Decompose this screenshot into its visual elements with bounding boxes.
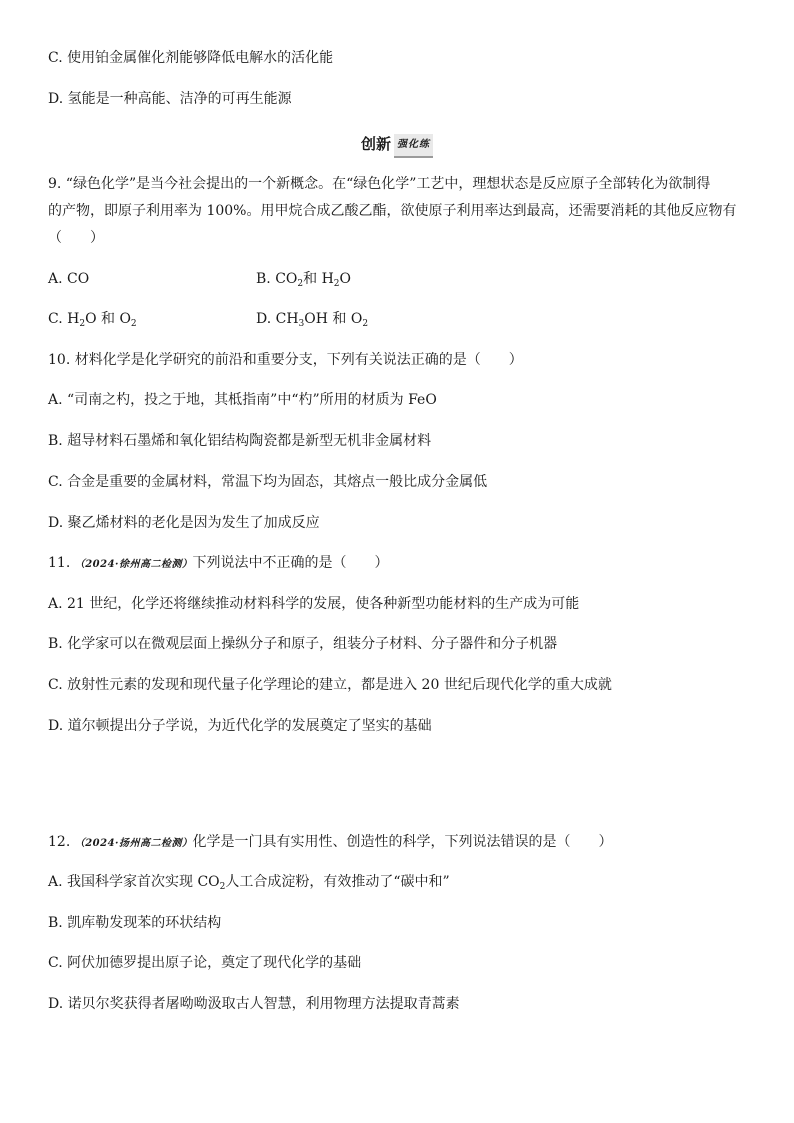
q9-stem-line-1: 9. “绿色化学”是当今社会提出的一个新概念。在“绿色化学”工艺中，理想状态是反应原子全部转化为欲制得: [48, 176, 711, 192]
q12-stem: [48, 832, 748, 854]
q12-option-b: B. 凯库勒发现苯的环状结构: [48, 915, 222, 931]
q11-stem: [48, 553, 748, 575]
subscript: 3: [298, 319, 305, 329]
q9-option-b-text: B. CO: [256, 271, 298, 287]
q9-option-b-text: 和 H: [303, 271, 334, 287]
subscript: 2: [219, 882, 226, 892]
q12-source: （2024·扬州高二检测）: [74, 838, 193, 849]
q12-option-a-text: A. 我国科学家首次实现 CO: [48, 874, 220, 890]
q9-option-c-text: C. H: [48, 311, 80, 327]
q10-option-b: B. 超导材料石墨烯和氧化铝结构陶瓷都是新型无机非金属材料: [48, 433, 432, 449]
q11-option-d: D. 道尔顿提出分子学说，为近代化学的发展奠定了坚实的基础: [48, 718, 432, 734]
q12-option-c: C. 阿伏加德罗提出原子论，奠定了现代化学的基础: [48, 955, 362, 971]
q12-option-a-text: 人工合成淀粉，有效推动了“碳中和”: [225, 874, 450, 890]
q9-option-b-text: O: [339, 271, 352, 287]
q9-option-c: [48, 309, 748, 329]
subscript: 2: [130, 319, 137, 329]
q12-number: 12.: [48, 834, 75, 850]
q8-option-d: D. 氢能是一种高能、洁净的可再生能源: [48, 91, 292, 107]
q11-option-b: B. 化学家可以在微观层面上操纵分子和原子，组装分子材料、分子器件和分子机器: [48, 636, 558, 652]
q9-option-a: A. CO: [48, 271, 90, 287]
subscript: 2: [362, 319, 369, 329]
q10-option-c: C. 合金是重要的金属材料，常温下均为固态，其熔点一般比成分金属低: [48, 474, 488, 490]
section-badge: 强化练: [394, 134, 433, 158]
q12-stem-text: 化学是一门具有实用性、创造性的科学，下列说法错误的是（ ）: [192, 834, 613, 850]
q9-option-d: [256, 309, 368, 329]
q11-source: （2024·徐州高二检测）: [74, 559, 193, 570]
subscript: 2: [333, 279, 340, 289]
q10-option-a: A. “司南之杓，投之于地，其柢指南”中“杓”所用的材质为 FeO: [48, 392, 437, 408]
q12-option-d: D. 诺贝尔奖获得者屠呦呦汲取古人智慧，利用物理方法提取青蒿素: [48, 996, 460, 1012]
section-title: 创新: [360, 135, 391, 153]
q9-option-c-text: O 和 O: [85, 311, 131, 327]
q9-stem-line-2: 的产物，即原子利用率为 100%。用甲烷合成乙酸乙酯，欲使原子利用率达到最高，还需要消耗的其他反应物有: [48, 203, 737, 219]
q12-option-a: [48, 872, 748, 892]
q9-option-b: [256, 269, 351, 289]
q10-stem: 10. 材料化学是化学研究的前沿和重要分支，下列有关说法正确的是（ ）: [48, 352, 523, 368]
q9-stem-line-3: （ ）: [48, 230, 104, 246]
q11-number: 11.: [48, 555, 75, 571]
q11-option-c: C. 放射性元素的发现和现代量子化学理论的建立，都是进入 20 世纪后现代化学的重大成就: [48, 677, 612, 693]
q11-stem-text: 下列说法中不正确的是（ ）: [192, 555, 389, 571]
q9-option-d-text: D. CH: [256, 311, 299, 327]
q8-option-c: C. 使用铂金属催化剂能够降低电解水的活化能: [48, 50, 334, 66]
q10-option-d: D. 聚乙烯材料的老化是因为发生了加成反应: [48, 515, 320, 531]
subscript: 2: [297, 279, 304, 289]
subscript: 2: [79, 319, 86, 329]
section-heading: [0, 133, 794, 158]
q11-option-a: A. 21 世纪，化学还将继续推动材料科学的发展，使各种新型功能材料的生产成为可能: [48, 596, 580, 612]
q9-option-d-text: OH 和 O: [304, 311, 363, 327]
